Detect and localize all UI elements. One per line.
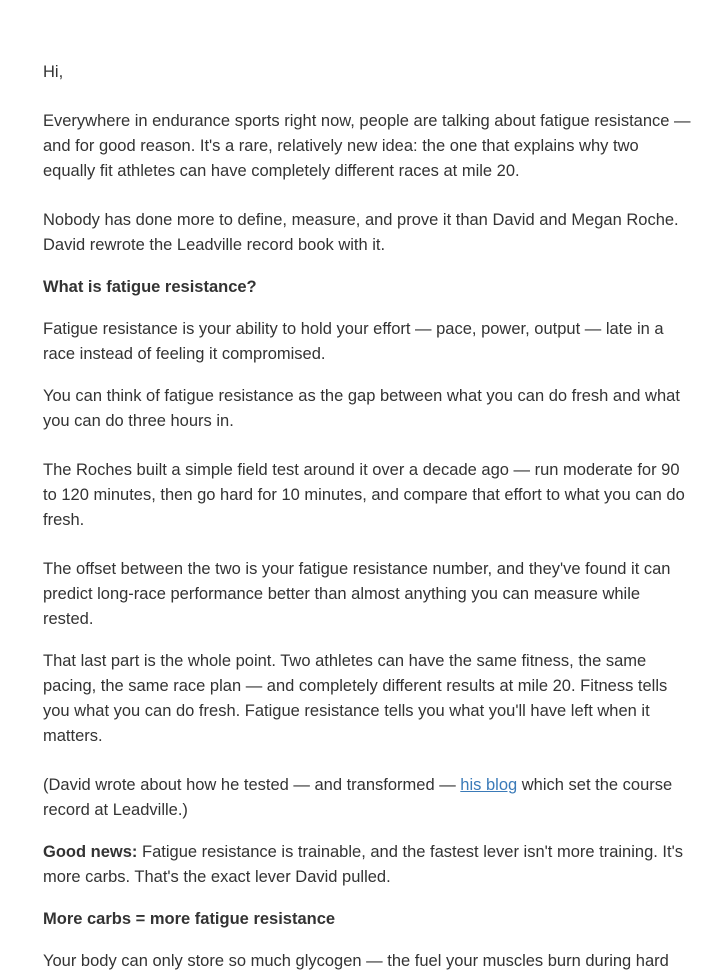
section-heading-more-carbs: More carbs = more fatigue resistance bbox=[43, 910, 336, 928]
greeting: Hi, bbox=[43, 63, 64, 81]
section-heading-fatigue-resistance: What is fatigue resistance? bbox=[43, 278, 257, 296]
good-news-text: Fatigue resistance is trainable, and the fastest lever isn't more training. It's more carbs. That's the exact lever David pulled. bbox=[43, 843, 683, 886]
offset-paragraph: The offset between the two is your fatigue resistance number, and they've found it can predict long-race performance better than almost anything you can measure while rested. bbox=[43, 560, 671, 628]
whole-point-paragraph: That last part is the whole point. Two athletes can have the same fitness, the same pacing, the same race plan — and completely different results at mile 20. Fitness tells you what you can do fresh. Fatigue resistance tells you what you'll have left when it matters. bbox=[43, 652, 668, 745]
field-test-paragraph: The Roches built a simple field test around it over a decade ago — run moderate for 90 to 120 minutes, then go hard for 10 minutes, and compare that effort to what you can do fresh. bbox=[43, 461, 685, 529]
intro-paragraph-2: Nobody has done more to define, measure, and prove it than David and Megan Roche. David rewrote the Leadville record book with it. bbox=[43, 211, 679, 254]
his-blog-link[interactable]: his blog bbox=[460, 776, 518, 794]
blog-paragraph-before: (David wrote about how he tested — and transformed — bbox=[43, 776, 461, 794]
gap-paragraph: You can think of fatigue resistance as the gap between what you can do fresh and what you can do three hours in. bbox=[43, 387, 680, 430]
email-body bbox=[43, 60, 693, 974]
good-news-lead: Good news: bbox=[43, 843, 138, 861]
definition-paragraph: Fatigue resistance is your ability to hold your effort — pace, power, output — late in a race instead of feeling it compromised. bbox=[43, 320, 664, 363]
intro-paragraph-1: Everywhere in endurance sports right now, people are talking about fatigue resistance — and for good reason. It's a rare, relatively new idea: the one that explains why two equally fit athletes can have completely different races at mile 20. bbox=[43, 112, 691, 180]
blog-paragraph-after: which set the course record at Leadville.) bbox=[43, 776, 673, 819]
glycogen-paragraph: Your body can only store so much glycogen — the fuel your muscles burn during hard bbox=[43, 952, 669, 970]
good-news-paragraph bbox=[43, 840, 693, 890]
david-blog-paragraph bbox=[43, 773, 693, 823]
